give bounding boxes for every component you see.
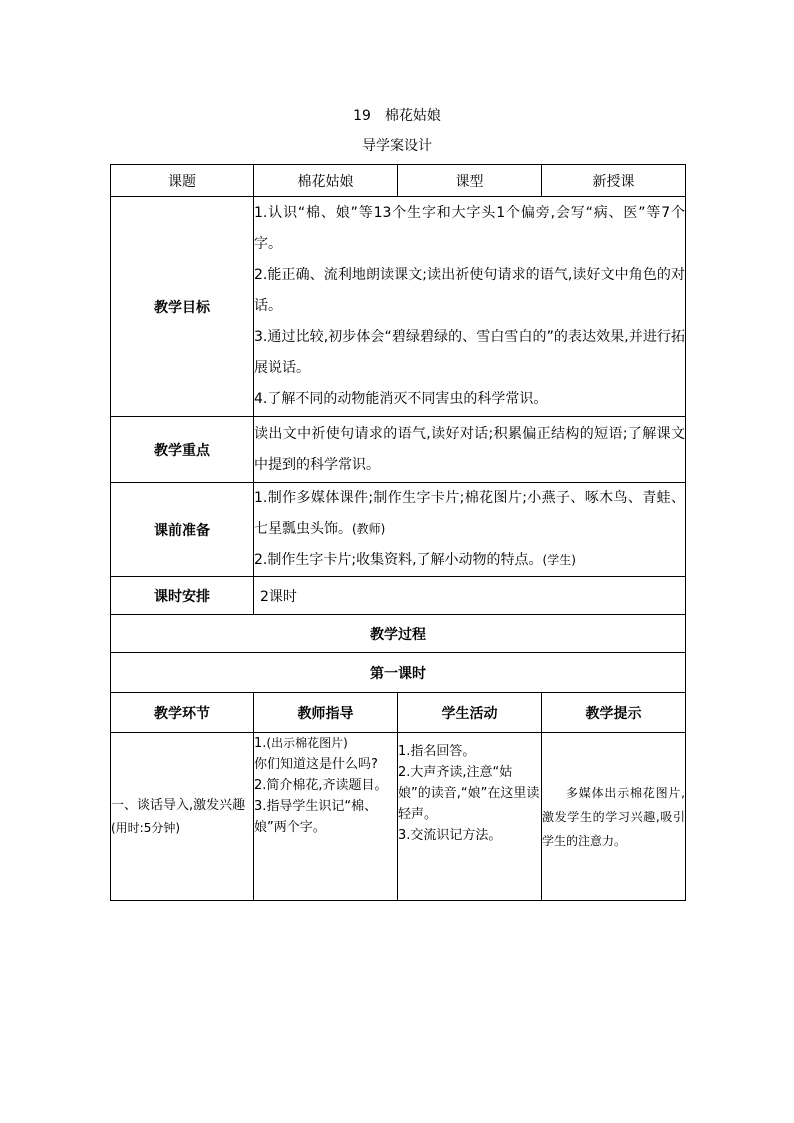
document-title [0, 106, 794, 126]
topic-value: 棉花姑娘 [254, 165, 398, 197]
type-label: 课型 [398, 165, 542, 197]
preparation-label: 课前准备 [111, 483, 254, 577]
schedule-row [111, 577, 686, 615]
stage-cell [111, 733, 254, 901]
process-title-row [111, 615, 686, 653]
type-value: 新授课 [542, 165, 686, 197]
stage-main: 一、谈话导入,激发兴趣 [111, 797, 246, 813]
student-item: 1.指名回答。 [398, 744, 476, 759]
objective-item: 2.能正确、流利地朗读课文;读出祈使句请求的语气,读好文中角色的对话。 [254, 267, 685, 314]
objectives-label: 教学目标 [111, 197, 254, 417]
process-title: 教学过程 [111, 615, 686, 653]
lesson-title: 棉花姑娘 [384, 108, 441, 124]
teacher-item: 1.(出示棉花图片) [254, 736, 348, 751]
preparation-row [111, 483, 686, 577]
student-cell [398, 733, 542, 901]
preparation-content [254, 483, 686, 577]
column-student: 学生活动 [398, 693, 542, 733]
objective-item: 4.了解不同的动物能消灭不同害虫的科学常识。 [254, 391, 548, 407]
key-points-label: 教学重点 [111, 417, 254, 483]
preparation-item: 1.制作多媒体课件;制作生字卡片;棉花图片;小燕子、啄木鸟、青蛙、七星瓢虫头饰。(教师) [254, 490, 685, 537]
document-subtitle: 导学案设计 [362, 138, 432, 154]
lesson-session-title: 第一课时 [111, 653, 686, 693]
objectives-row [111, 197, 686, 417]
key-points-row [111, 417, 686, 483]
teacher-item: 你们知道这是什么吗? [254, 757, 378, 772]
preparation-note: (教师) [352, 522, 386, 536]
column-header-row [111, 693, 686, 733]
table-row [111, 733, 686, 901]
lesson-title-row [111, 653, 686, 693]
topic-label: 课题 [111, 165, 254, 197]
preparation-item: 2.制作生字卡片;收集资料,了解小动物的特点。(学生) [254, 552, 576, 568]
column-tips: 教学提示 [542, 693, 686, 733]
schedule-label: 课时安排 [111, 577, 254, 615]
objective-item: 3.通过比较,初步体会“碧绿碧绿的、雪白雪白的”的表达效果,并进行拓展说话。 [254, 329, 685, 376]
stage-note: (用时:5分钟) [111, 820, 181, 835]
lesson-number: 19 [353, 108, 371, 124]
teacher-cell [254, 733, 398, 901]
column-stage: 教学环节 [111, 693, 254, 733]
key-points-text: 读出文中祈使句请求的语气,读好对话;积累偏正结构的短语;了解课文中提到的科学常识。 [254, 417, 686, 483]
objectives-content [254, 197, 686, 417]
lesson-plan-table [110, 164, 686, 901]
tip-cell [542, 733, 686, 901]
objective-item: 1.认识“棉、娘”等13个生字和大字头1个偏旁,会写“病、医”等7个字。 [254, 205, 685, 252]
teacher-item: 3.指导学生识记“棉、娘”两个字。 [254, 799, 378, 835]
preparation-note: (学生) [542, 553, 576, 567]
tip-text: 多媒体出示棉花图片,激发学生的学习兴趣,吸引学生的注意力。 [542, 785, 685, 848]
teacher-item: 2.简介棉花,齐读题目。 [254, 778, 388, 793]
schedule-value: 2课时 [254, 577, 686, 615]
header-row [111, 165, 686, 197]
student-item: 3.交流识记方法。 [398, 828, 502, 843]
column-teacher: 教师指导 [254, 693, 398, 733]
teacher-note: (出示棉花图片) [266, 736, 348, 750]
student-item: 2.大声齐读,注意“姑娘”的读音,“娘”在这里读轻声。 [398, 765, 540, 822]
